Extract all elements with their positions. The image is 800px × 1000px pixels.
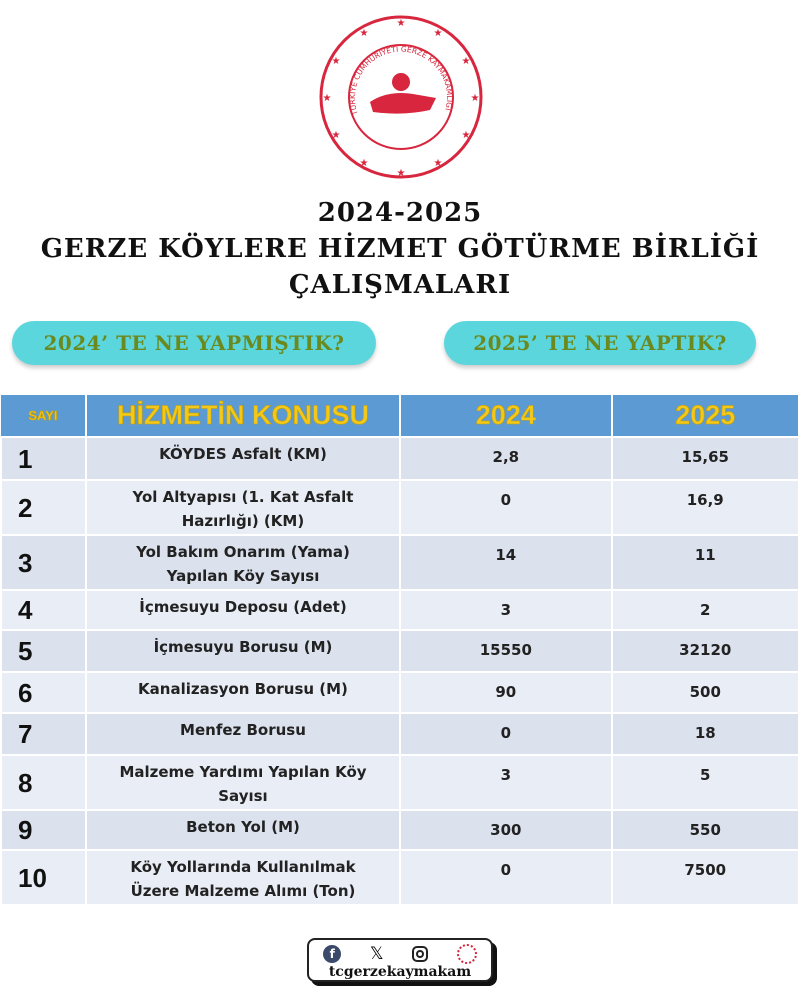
table-row: [1, 713, 799, 755]
svg-text:★: ★: [331, 130, 341, 141]
row-topic: Menfez Borusu: [86, 713, 400, 755]
row-2024-value: 2,8: [400, 437, 611, 480]
row-topic: Köy Yollarında Kullanılmak Üzere Malzeme Alımı (Ton): [86, 850, 400, 905]
row-number: 5: [1, 630, 86, 672]
row-topic: Yol Bakım Onarım (Yama) Yapılan Köy Sayısı: [86, 535, 400, 590]
title-sub: ÇALIŞMALARI: [288, 270, 512, 300]
row-2025-value: 15,65: [612, 437, 800, 480]
title-years: 2024-2025: [317, 198, 483, 228]
row-2025-value: 16,9: [612, 480, 800, 535]
services-table: [0, 395, 800, 906]
row-2025-value: 11: [612, 535, 800, 590]
row-2024-value: 14: [400, 535, 611, 590]
row-2024-value: 15550: [400, 630, 611, 672]
svg-text:★: ★: [396, 168, 406, 179]
svg-text:TÜRKİYE CUMHURİYETİ GERZE KAYM: TÜRKİYE CUMHURİYETİ GERZE KAYMAKAMLIĞI: [347, 44, 455, 117]
table-row: [1, 437, 799, 480]
row-2025-value: 7500: [612, 850, 800, 905]
row-2025-value: 2: [612, 590, 800, 630]
table-row: [1, 672, 799, 713]
header-2025: 2025: [612, 395, 800, 437]
row-2024-value: 0: [400, 850, 611, 905]
table-row: [1, 480, 799, 535]
row-number: 10: [1, 850, 86, 905]
svg-text:★: ★: [359, 28, 369, 39]
row-number: 1: [1, 437, 86, 480]
header-sayi: SAYI: [1, 395, 86, 437]
table-row: [1, 850, 799, 905]
row-topic: KÖYDES Asfalt (KM): [86, 437, 400, 480]
row-number: 2: [1, 480, 86, 535]
svg-text:★: ★: [433, 158, 443, 169]
row-2025-value: 18: [612, 713, 800, 755]
table-row: [1, 535, 799, 590]
pill-2024: 2024’ TE NE YAPMIŞTIK?: [12, 321, 376, 365]
social-badge: [307, 938, 493, 982]
row-topic: Kanalizasyon Borusu (M): [86, 672, 400, 713]
row-number: 4: [1, 590, 86, 630]
row-topic: Malzeme Yardımı Yapılan Köy Sayısı: [86, 755, 400, 810]
svg-text:★: ★: [461, 130, 471, 141]
svg-text:★: ★: [470, 93, 480, 104]
row-2024-value: 0: [400, 713, 611, 755]
instagram-icon: [412, 946, 428, 962]
pill-2025: 2025’ TE NE YAPTIK?: [444, 321, 756, 365]
row-2025-value: 550: [612, 810, 800, 850]
social-handle: tcgerzekaymakam: [328, 964, 472, 980]
facebook-icon: f: [323, 945, 341, 963]
header-topic: HİZMETİN KONUSU: [86, 395, 400, 437]
svg-text:★: ★: [322, 93, 332, 104]
row-number: 6: [1, 672, 86, 713]
row-topic: İçmesuyu Deposu (Adet): [86, 590, 400, 630]
row-2025-value: 32120: [612, 630, 800, 672]
svg-text:★: ★: [331, 56, 341, 67]
svg-text:★: ★: [359, 158, 369, 169]
svg-text:★: ★: [461, 56, 471, 67]
row-topic: Beton Yol (M): [86, 810, 400, 850]
table-row: [1, 590, 799, 630]
row-2024-value: 0: [400, 480, 611, 535]
title-main: GERZE KÖYLERE HİZMET GÖTÜRME BİRLİĞİ: [40, 234, 760, 264]
table-row: [1, 755, 799, 810]
seal-icon: [457, 944, 477, 964]
kaymakamlik-seal-logo: [318, 14, 484, 180]
header-2024: 2024: [400, 395, 611, 437]
table-row: [1, 810, 799, 850]
row-number: 7: [1, 713, 86, 755]
table-row: [1, 630, 799, 672]
row-2024-value: 90: [400, 672, 611, 713]
row-2024-value: 3: [400, 755, 611, 810]
row-topic: İçmesuyu Borusu (M): [86, 630, 400, 672]
x-icon: 𝕏: [369, 944, 384, 964]
svg-text:★: ★: [433, 28, 443, 39]
row-number: 3: [1, 535, 86, 590]
row-topic: Yol Altyapısı (1. Kat Asfalt Hazırlığı) (KM): [86, 480, 400, 535]
row-2025-value: 500: [612, 672, 800, 713]
svg-text:★: ★: [396, 18, 406, 29]
row-2024-value: 3: [400, 590, 611, 630]
row-number: 9: [1, 810, 86, 850]
row-number: 8: [1, 755, 86, 810]
row-2025-value: 5: [612, 755, 800, 810]
row-2024-value: 300: [400, 810, 611, 850]
